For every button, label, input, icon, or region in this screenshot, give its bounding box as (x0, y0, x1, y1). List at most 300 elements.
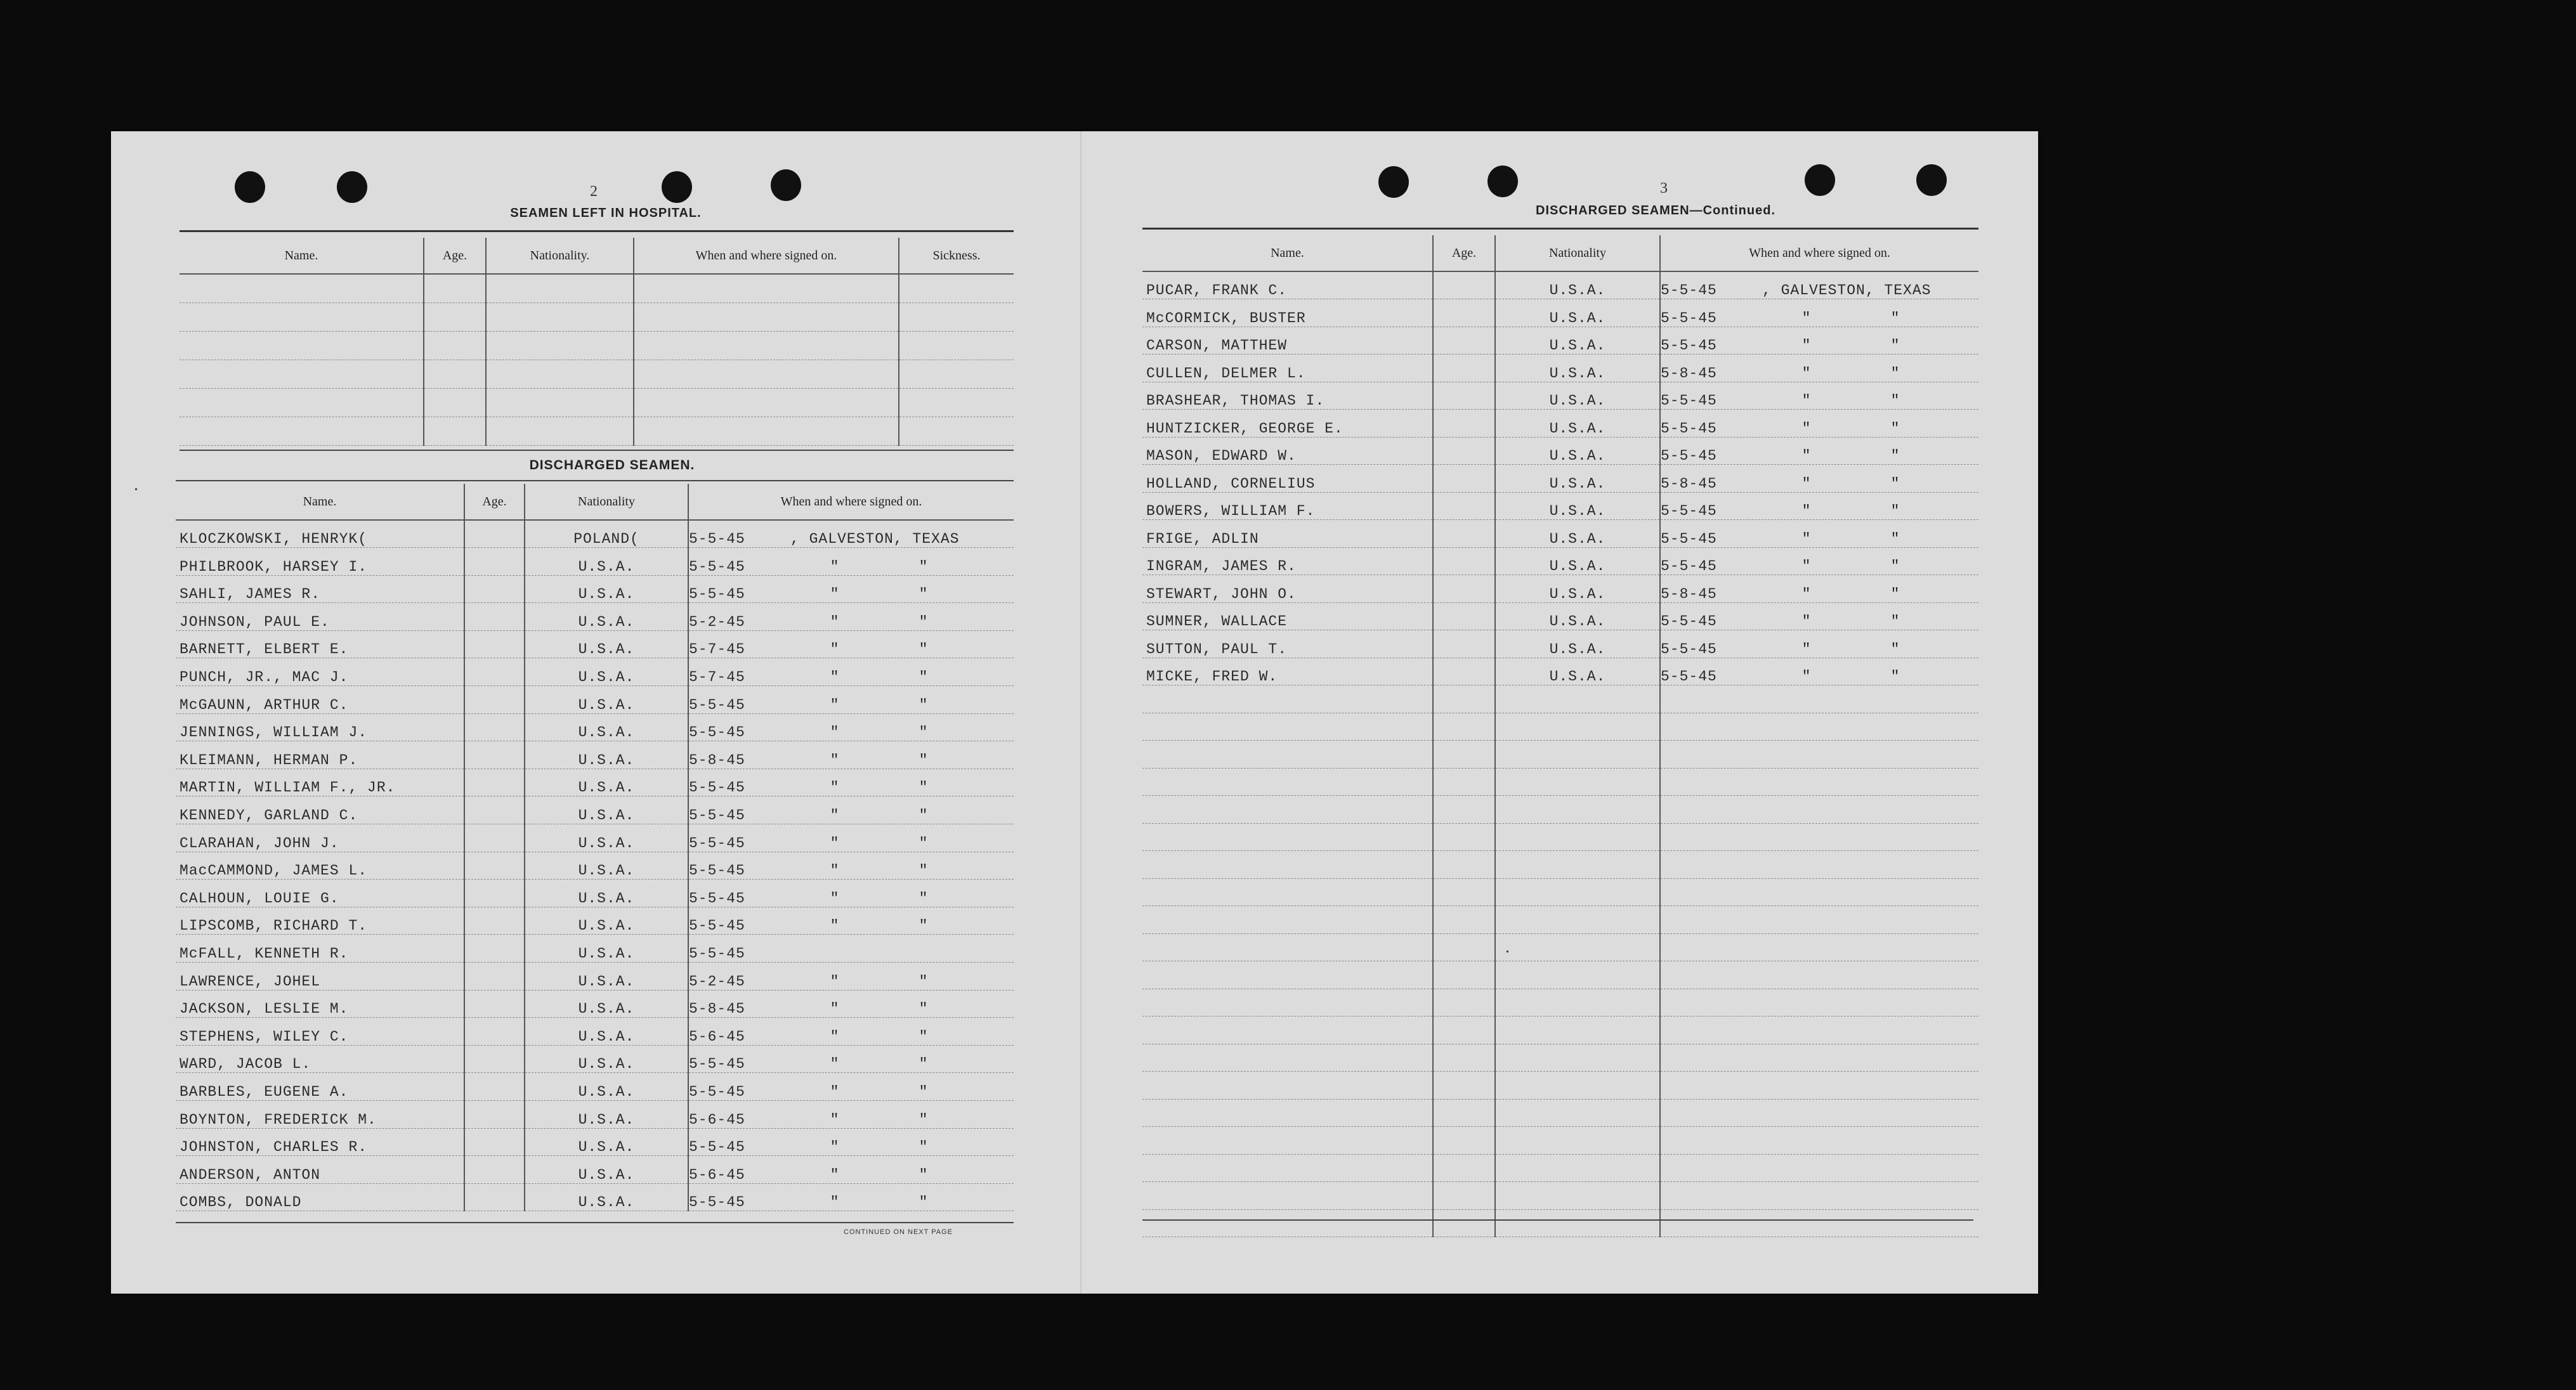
signed-on-date: 5-6-45 (689, 1111, 745, 1128)
seaman-age (464, 741, 525, 769)
seaman-age (464, 935, 525, 963)
blank-cell (1142, 741, 1433, 769)
ditto-mark: " (919, 973, 929, 990)
column-header: Nationality (525, 484, 688, 520)
blank-row (1142, 1127, 1978, 1155)
seaman-name: JACKSON, LESLIE M. (176, 990, 464, 1018)
ditto-mark: " (830, 1056, 840, 1073)
blank-cell (634, 302, 899, 331)
bottom-rule (1142, 1219, 1973, 1221)
seaman-age (1433, 602, 1495, 630)
header-rule (1142, 228, 1978, 230)
table-row (1142, 658, 1978, 685)
ditto-mark: " (830, 1001, 840, 1018)
signed-on-cell (688, 1018, 1014, 1046)
blank-row (1142, 713, 1978, 741)
blank-cell (1660, 713, 1978, 741)
signed-on-cell (688, 1100, 1014, 1128)
ditto-mark: " (830, 1166, 840, 1183)
table-row (1142, 299, 1978, 327)
blank-cell (180, 302, 424, 331)
seaman-name: BOYNTON, FREDERICK M. (176, 1100, 464, 1128)
signed-on-date: 5-5-45 (689, 1083, 745, 1100)
seaman-name: CARSON, MATTHEW (1142, 327, 1433, 354)
seaman-name: INGRAM, JAMES R. (1142, 547, 1433, 575)
table-row (176, 520, 1014, 548)
seaman-nationality: U.S.A. (525, 935, 688, 963)
ditto-mark: " (830, 696, 840, 713)
ditto-mark: " (919, 835, 929, 852)
seaman-nationality: U.S.A. (525, 1018, 688, 1046)
blank-cell (1495, 685, 1660, 713)
right-page (1082, 131, 2038, 1294)
seaman-name: BARNETT, ELBERT E. (176, 630, 464, 658)
signed-on-cell (688, 907, 1014, 935)
table-row (176, 963, 1014, 991)
ledger-sheet (111, 131, 2038, 1294)
ditto-mark: " (1801, 503, 1812, 519)
ditto-mark: " (1801, 365, 1812, 382)
seaman-name: JENNINGS, WILLIAM J. (176, 713, 464, 741)
seaman-age (464, 1156, 525, 1184)
ditto-mark: " (830, 1139, 840, 1156)
blank-cell (899, 274, 1014, 302)
blank-row (1142, 933, 1978, 961)
seaman-name: BOWERS, WILLIAM F. (1142, 492, 1433, 520)
ditto-mark: " (919, 1166, 929, 1183)
blank-cell (1433, 1154, 1495, 1182)
blank-cell (899, 360, 1014, 388)
signed-on-place: , GALVESTON, TEXAS (790, 531, 960, 548)
signed-on-date: 5-7-45 (689, 669, 745, 686)
ditto-mark: " (1801, 475, 1812, 492)
signed-on-cell (1660, 630, 1978, 658)
ditto-mark: " (919, 613, 929, 630)
ditto-mark: " (1890, 393, 1900, 409)
seaman-age (1433, 630, 1495, 658)
blank-cell (1660, 1017, 1978, 1044)
seaman-nationality: U.S.A. (525, 963, 688, 991)
seaman-name: McFALL, KENNETH R. (176, 935, 464, 963)
seaman-name: CALHOUN, LOUIE G. (176, 880, 464, 907)
ditto-mark: " (1801, 530, 1812, 547)
signed-on-date: 5-2-45 (689, 973, 745, 990)
seaman-age (464, 907, 525, 935)
blank-cell (1142, 1209, 1433, 1237)
blank-cell (1660, 1127, 1978, 1155)
seaman-age (1433, 658, 1495, 685)
table-row (1142, 271, 1978, 299)
blank-cell (634, 274, 899, 302)
blank-cell (1142, 989, 1433, 1017)
blank-cell (899, 302, 1014, 331)
blank-cell (1433, 1127, 1495, 1155)
signed-on-cell (688, 1073, 1014, 1101)
seaman-age (1433, 437, 1495, 465)
signed-on-cell (688, 658, 1014, 686)
seaman-nationality: U.S.A. (525, 796, 688, 824)
seaman-name: LAWRENCE, JOHEL (176, 963, 464, 991)
ditto-mark: " (919, 751, 929, 769)
column-header: Name. (176, 484, 464, 520)
seaman-age (1433, 299, 1495, 327)
table-row (176, 796, 1014, 824)
seaman-nationality: U.S.A. (525, 852, 688, 880)
blank-cell (1142, 1072, 1433, 1100)
ditto-mark: " (830, 890, 840, 907)
blank-row (180, 388, 1014, 417)
ditto-mark: " (830, 613, 840, 630)
hospital-header-row (180, 238, 1014, 274)
ditto-mark: " (830, 835, 840, 852)
blank-row (1142, 878, 1978, 906)
blank-cell (1433, 961, 1495, 989)
blank-cell (1660, 768, 1978, 796)
punch-hole (1378, 166, 1409, 198)
blank-cell (424, 360, 486, 388)
seaman-nationality: U.S.A. (1495, 327, 1660, 354)
seaman-age (1433, 271, 1495, 299)
ditto-mark: " (1890, 613, 1900, 630)
blank-cell (1495, 1099, 1660, 1127)
column-header: Age. (1433, 235, 1495, 271)
signed-on-date: 5-5-45 (689, 807, 745, 824)
seaman-name: WARD, JACOB L. (176, 1045, 464, 1073)
seaman-nationality: U.S.A. (525, 1156, 688, 1184)
blank-cell (1142, 1154, 1433, 1182)
ditto-mark: " (1890, 475, 1900, 492)
blank-row (180, 274, 1014, 302)
seaman-nationality: U.S.A. (525, 1100, 688, 1128)
blank-row (1142, 1209, 1978, 1237)
ditto-mark: " (830, 1111, 840, 1128)
blank-cell (1433, 906, 1495, 934)
signed-on-date: 5-5-45 (1661, 668, 1717, 685)
seaman-nationality: U.S.A. (1495, 630, 1660, 658)
table-row (176, 686, 1014, 714)
table-row (176, 990, 1014, 1018)
ditto-mark: " (919, 779, 929, 796)
blank-row (1142, 1044, 1978, 1072)
seaman-name: MASON, EDWARD W. (1142, 437, 1433, 465)
table-row (1142, 437, 1978, 465)
table-row (1142, 354, 1978, 382)
blank-cell (1142, 1099, 1433, 1127)
hospital-section-title: SEAMEN LEFT IN HOSPITAL. (510, 206, 702, 220)
signed-on-date: 5-8-45 (1661, 585, 1717, 602)
seaman-age (464, 824, 525, 852)
table-row (176, 1045, 1014, 1073)
blank-cell (180, 417, 424, 445)
discharged-continued-title: DISCHARGED SEAMEN—Continued. (1536, 204, 1775, 218)
ditto-mark: " (830, 669, 840, 686)
signed-on-cell (688, 741, 1014, 769)
seaman-age (1433, 575, 1495, 603)
ditto-mark: " (830, 1028, 840, 1045)
ditto-mark: " (830, 779, 840, 796)
signed-on-date: 5-5-45 (1661, 530, 1717, 547)
signed-on-place: , GALVESTON, TEXAS (1762, 282, 1932, 299)
seaman-name: SUTTON, PAUL T. (1142, 630, 1433, 658)
blank-cell (1495, 1044, 1660, 1072)
section-divider (180, 450, 1014, 451)
seaman-name: ANDERSON, ANTON (176, 1156, 464, 1184)
signed-on-cell (688, 990, 1014, 1018)
continued-note: CONTINUED ON NEXT PAGE (844, 1228, 953, 1236)
signed-on-date: 5-5-45 (689, 558, 745, 575)
blank-cell (1433, 989, 1495, 1017)
seaman-nationality: U.S.A. (525, 990, 688, 1018)
punch-hole (1916, 164, 1947, 196)
seaman-age (464, 1045, 525, 1073)
blank-cell (1142, 906, 1433, 934)
ditto-mark: " (1890, 365, 1900, 382)
ditto-mark: " (1801, 640, 1812, 658)
seaman-nationality: U.S.A. (525, 769, 688, 796)
discharged-section-title: DISCHARGED SEAMEN. (529, 458, 695, 472)
blank-row (1142, 1154, 1978, 1182)
table-row (1142, 492, 1978, 520)
blank-cell (1433, 768, 1495, 796)
seaman-nationality: U.S.A. (525, 741, 688, 769)
seaman-age (464, 1128, 525, 1156)
signed-on-cell (1660, 547, 1978, 575)
blank-cell (486, 331, 634, 360)
seaman-name: BARBLES, EUGENE A. (176, 1073, 464, 1101)
blank-cell (1142, 796, 1433, 824)
seaman-nationality: U.S.A. (525, 658, 688, 686)
seaman-age (464, 658, 525, 686)
seaman-name: JOHNSTON, CHARLES R. (176, 1128, 464, 1156)
signed-on-cell (688, 686, 1014, 714)
signed-on-date: 5-5-45 (689, 945, 745, 962)
blank-cell (1142, 685, 1433, 713)
signed-on-date: 5-5-45 (1661, 640, 1717, 658)
blank-cell (634, 388, 899, 417)
signed-on-cell (688, 548, 1014, 576)
blank-cell (1142, 1182, 1433, 1210)
blank-cell (180, 331, 424, 360)
signed-on-cell (1660, 410, 1978, 438)
blank-row (1142, 796, 1978, 824)
signed-on-cell (688, 603, 1014, 631)
ditto-mark: " (1801, 337, 1812, 354)
ditto-mark: " (830, 973, 840, 990)
seaman-age (464, 990, 525, 1018)
blank-cell (1495, 878, 1660, 906)
blank-cell (1660, 1154, 1978, 1182)
signed-on-date: 5-8-45 (1661, 365, 1717, 382)
signed-on-cell (688, 852, 1014, 880)
seaman-name: HUNTZICKER, GEORGE E. (1142, 410, 1433, 438)
blank-cell (1660, 1099, 1978, 1127)
seaman-nationality: U.S.A. (1495, 382, 1660, 410)
table-row (176, 852, 1014, 880)
signed-on-cell (688, 1156, 1014, 1184)
seaman-name: CULLEN, DELMER L. (1142, 354, 1433, 382)
table-row (176, 880, 1014, 907)
column-header: When and where signed on. (634, 238, 899, 274)
seaman-name: KENNEDY, GARLAND C. (176, 796, 464, 824)
table-row (1142, 382, 1978, 410)
blank-row (1142, 989, 1978, 1017)
blank-row (180, 417, 1014, 445)
blank-cell (1660, 1044, 1978, 1072)
seaman-age (1433, 492, 1495, 520)
table-row (176, 1183, 1014, 1211)
table-row (176, 603, 1014, 631)
signed-on-cell (1660, 327, 1978, 354)
seaman-age (464, 548, 525, 576)
seaman-nationality: U.S.A. (525, 1073, 688, 1101)
blank-cell (634, 360, 899, 388)
signed-on-date: 5-5-45 (689, 918, 745, 935)
blank-cell (1660, 1182, 1978, 1210)
column-header: When and where signed on. (688, 484, 1014, 520)
blank-cell (1433, 823, 1495, 851)
ditto-mark: " (1890, 530, 1900, 547)
signed-on-date: 5-6-45 (689, 1028, 745, 1045)
blank-cell (1660, 796, 1978, 824)
blank-row (1142, 851, 1978, 879)
table-row (176, 548, 1014, 576)
ditto-mark: " (1801, 448, 1812, 464)
blank-row (1142, 961, 1978, 989)
blank-cell (1495, 961, 1660, 989)
ditto-mark: " (830, 641, 840, 658)
table-row (176, 769, 1014, 796)
ditto-mark: " (1890, 337, 1900, 354)
signed-on-cell (1660, 602, 1978, 630)
seaman-nationality: U.S.A. (525, 880, 688, 907)
ditto-mark: " (1801, 393, 1812, 409)
seaman-name: SUMNER, WALLACE (1142, 602, 1433, 630)
signed-on-date: 5-5-45 (689, 1139, 745, 1156)
hospital-table (180, 238, 1014, 446)
signed-on-cell (688, 713, 1014, 741)
seaman-name: PHILBROOK, HARSEY I. (176, 548, 464, 576)
signed-on-date: 5-5-45 (689, 1194, 745, 1211)
signed-on-date: 5-5-45 (689, 890, 745, 907)
blank-cell (486, 388, 634, 417)
seaman-age (464, 963, 525, 991)
ditto-mark: " (1890, 668, 1900, 685)
blank-cell (634, 331, 899, 360)
ditto-mark: " (830, 1194, 840, 1211)
blank-cell (1142, 768, 1433, 796)
blank-cell (1142, 1017, 1433, 1044)
seaman-nationality: U.S.A. (525, 548, 688, 576)
column-header: Nationality (1495, 235, 1660, 271)
signed-on-cell (1660, 271, 1978, 299)
seaman-nationality: U.S.A. (1495, 492, 1660, 520)
seaman-age (464, 1073, 525, 1101)
blank-cell (180, 388, 424, 417)
blank-cell (1142, 713, 1433, 741)
seaman-nationality: U.S.A. (1495, 602, 1660, 630)
blank-cell (1433, 1072, 1495, 1100)
blank-cell (1495, 1072, 1660, 1100)
page-number: 2 (590, 183, 598, 200)
punch-hole (337, 171, 367, 203)
seaman-age (1433, 327, 1495, 354)
seaman-nationality: U.S.A. (525, 1045, 688, 1073)
ditto-mark: " (830, 1083, 840, 1100)
seaman-age (1433, 547, 1495, 575)
seaman-name: PUCAR, FRANK C. (1142, 271, 1433, 299)
table-row (176, 824, 1014, 852)
seaman-age (464, 796, 525, 824)
blank-row (180, 360, 1014, 388)
column-header: Name. (180, 238, 424, 274)
blank-cell (180, 360, 424, 388)
ditto-mark: " (830, 807, 840, 824)
ditto-mark: " (830, 862, 840, 880)
table-row (1142, 575, 1978, 603)
signed-on-cell (688, 630, 1014, 658)
signed-on-date: 5-6-45 (689, 1166, 745, 1183)
discharged-continued-table (1142, 235, 1978, 1237)
column-header: Nationality. (486, 238, 634, 274)
table-row (176, 630, 1014, 658)
table-row (176, 713, 1014, 741)
seaman-age (1433, 465, 1495, 493)
ditto-mark: " (919, 1111, 929, 1128)
column-header: When and where signed on. (1660, 235, 1978, 271)
seaman-name: McGAUNN, ARTHUR C. (176, 686, 464, 714)
signed-on-date: 5-8-45 (1661, 475, 1717, 492)
seaman-nationality: U.S.A. (1495, 410, 1660, 438)
ditto-mark: " (1801, 585, 1812, 602)
ditto-mark: " (1890, 503, 1900, 519)
seaman-age (464, 1100, 525, 1128)
seaman-name: KLEIMANN, HERMAN P. (176, 741, 464, 769)
ditto-mark: " (830, 558, 840, 575)
blank-cell (1495, 1209, 1660, 1237)
seaman-nationality: U.S.A. (525, 907, 688, 935)
ditto-mark: " (830, 751, 840, 769)
blank-cell (1142, 961, 1433, 989)
seaman-nationality: U.S.A. (1495, 299, 1660, 327)
blank-cell (1495, 851, 1660, 879)
blank-cell (1660, 961, 1978, 989)
table-row (176, 1073, 1014, 1101)
table-row (176, 1128, 1014, 1156)
signed-on-date: 5-5-45 (689, 862, 745, 880)
table-row (176, 575, 1014, 603)
seaman-age (464, 575, 525, 603)
blank-cell (1660, 878, 1978, 906)
seaman-age (464, 880, 525, 907)
seaman-nationality: U.S.A. (525, 686, 688, 714)
blank-row (1142, 823, 1978, 851)
ditto-mark: " (919, 1083, 929, 1100)
blank-cell (1660, 741, 1978, 769)
table-row (1142, 410, 1978, 438)
seaman-name: HOLLAND, CORNELIUS (1142, 465, 1433, 493)
blank-cell (1142, 933, 1433, 961)
blank-cell (899, 388, 1014, 417)
signed-on-cell (688, 520, 1014, 548)
seaman-name: MARTIN, WILLIAM F., JR. (176, 769, 464, 796)
signed-on-cell (1660, 658, 1978, 685)
blank-cell (1433, 1209, 1495, 1237)
seaman-age (1433, 410, 1495, 438)
seaman-age (464, 630, 525, 658)
seaman-name: JOHNSON, PAUL E. (176, 603, 464, 631)
blank-cell (1495, 768, 1660, 796)
discharged-header-row (176, 484, 1014, 520)
